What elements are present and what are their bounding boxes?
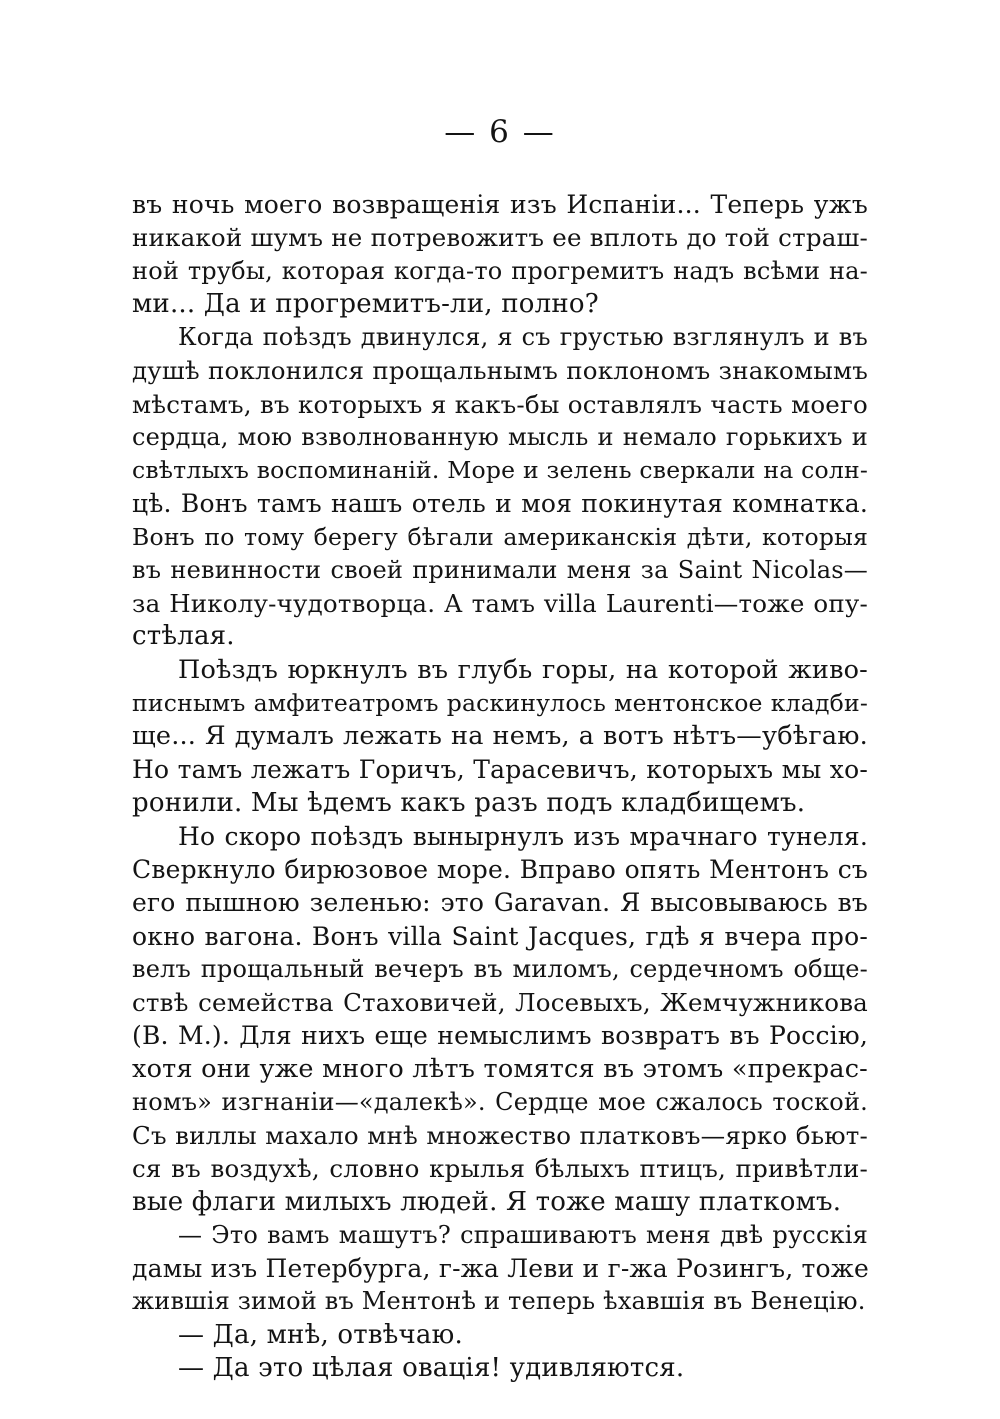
text-line: — Да это цѣлая овація! удивляются.	[178, 1352, 685, 1383]
text-line: писнымъ амфитеатромъ раскинулось ментонское кладби-	[132, 688, 868, 717]
text-line: — Да, мнѣ, отвѣчаю.	[178, 1319, 463, 1350]
text-line: Поѣздъ юркнулъ въ глубь горы, на которой живо-	[178, 654, 868, 685]
text-line: — Это вамъ машутъ? спрашиваютъ меня двѣ русскія	[178, 1220, 868, 1249]
text-line: дамы изъ Петербурга, г-жа Леви и г-жа Розингъ, тоже	[132, 1254, 869, 1283]
text-line: въ невинности своей принимали меня за Saint Nicolas—	[132, 555, 868, 584]
text-line: велъ прощальный вечеръ въ миломъ, сердечномъ обще-	[132, 954, 868, 983]
text-line: ся въ воздухѣ, словно крылья бѣлыхъ птицъ, привѣтли-	[132, 1154, 868, 1184]
text-line: Но тамъ лежатъ Горичъ, Тарасевичъ, которыхъ мы хо-	[132, 755, 868, 785]
text-line: никакой шумъ не потревожитъ ее вплоть до той страш-	[132, 223, 868, 253]
text-line: за Николу-чудотворца. А тамъ villa Laurenti—тоже опу-	[132, 589, 868, 618]
text-line: сердца, мою взволнованную мысль и немало горькихъ и	[132, 422, 868, 451]
text-line: Когда поѣздъ двинулся, я съ грустью взглянулъ и въ	[178, 323, 868, 351]
text-line: стѣлая.	[132, 621, 235, 652]
text-line: жившія зимой въ Ментонѣ и теперь ѣхавшія въ Венецію.	[132, 1287, 866, 1316]
text-line: мѣстамъ, въ которыхъ я какъ-бы оставлялъ часть моего	[132, 389, 868, 419]
text-line: Вонъ по тому берегу бѣгали американскія дѣти, которыя	[132, 522, 868, 551]
text-line: въ ночь моего возвращенія изъ Испаніи... Теперь ужъ	[132, 190, 868, 219]
text-line: Съ виллы махало мнѣ множество платковъ—ярко бьют-	[132, 1121, 868, 1150]
text-line: ще... Я думалъ лежать на немъ, а вотъ нѣтъ—убѣгаю.	[132, 721, 868, 751]
text-line: ной трубы, которая когда-то прогремитъ надъ всѣми на-	[132, 256, 868, 285]
text-line: ронили. Мы ѣдемъ какъ разъ подъ кладбищемъ.	[132, 787, 806, 818]
body-text	[132, 188, 868, 1385]
text-line: ствѣ семейства Стаховичей, Лосевыхъ, Жемчужникова	[132, 988, 868, 1017]
text-line: хотя они уже много лѣтъ томятся въ этомъ «прекрас-	[132, 1053, 868, 1084]
text-line: Но скоро поѣздъ вынырнулъ изъ мрачнаго тунеля.	[178, 821, 868, 851]
text-line: Сверкнуло бирюзовое море. Вправо опять Ментонъ съ	[132, 855, 868, 884]
text-line: его пышною зеленью: это Garavan. Я высовываюсь въ	[132, 888, 868, 918]
text-line: окно вагона. Вонъ villa Saint Jacques, гдѣ я вчера про-	[132, 921, 868, 951]
text-line: свѣтлыхъ воспоминаній. Море и зелень сверкали на солн-	[132, 456, 868, 484]
text-line: ми... Да и прогремитъ-ли, полно?	[132, 288, 599, 319]
text-line: номъ» изгнаніи—«далекѣ». Сердце мое сжалось тоской.	[132, 1087, 868, 1116]
text-line: душѣ поклонился прощальнымъ поклономъ знакомымъ	[132, 356, 868, 386]
text-line: вые флаги милыхъ людей. Я тоже машу платкомъ.	[132, 1186, 842, 1217]
page-number: — 6 —	[444, 114, 556, 150]
text-line: (В. М.). Для нихъ еще немыслимъ возвратъ въ Россію,	[132, 1021, 868, 1051]
text-line: цѣ. Вонъ тамъ нашъ отель и моя покинутая комнатка.	[132, 489, 868, 519]
